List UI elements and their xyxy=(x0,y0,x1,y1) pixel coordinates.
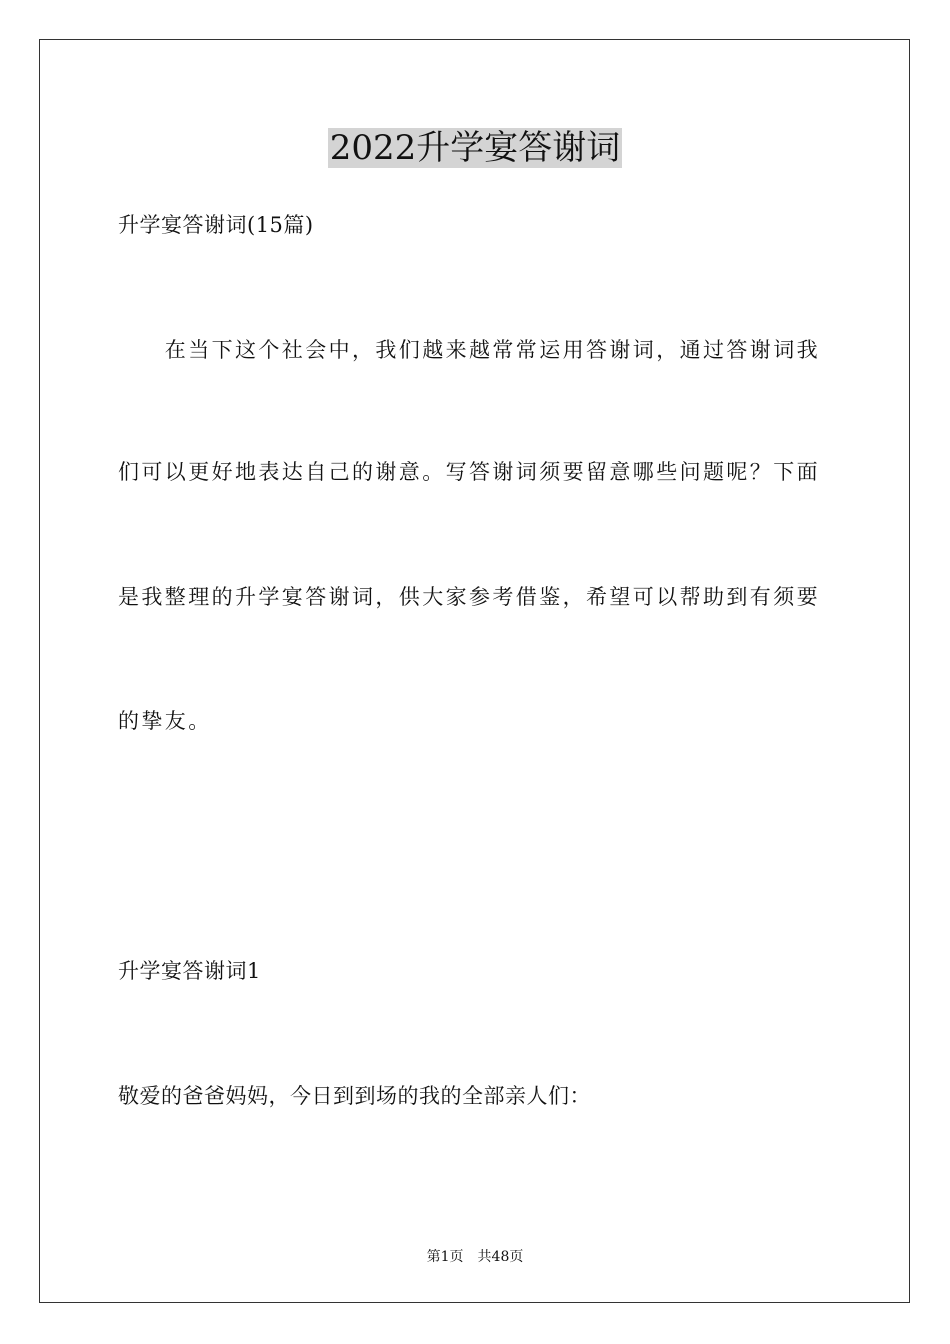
salutation-line: 敬爱的爸爸妈妈，今日到到场的我的全部亲人们： xyxy=(118,1084,591,1108)
intro-paragraph-line-1: 在当下这个社会中，我们越来越常常运用答谢词，通过答谢词我 xyxy=(118,338,820,362)
intro-paragraph-line-2: 们可以更好地表达自己的谢意。写答谢词须要留意哪些问题呢？下面 xyxy=(118,460,820,484)
section-heading: 升学宴答谢词1 xyxy=(118,959,261,983)
document-subtitle: 升学宴答谢词(15篇) xyxy=(118,213,314,237)
intro-paragraph-line-4: 的挚友。 xyxy=(118,709,212,733)
document-title: 2022升学宴答谢词 xyxy=(329,128,621,168)
intro-paragraph-line-3: 是我整理的升学宴答谢词，供大家参考借鉴，希望可以帮助到有须要 xyxy=(118,585,820,609)
page-number-footer: 第1页 共48页 xyxy=(426,1249,524,1265)
